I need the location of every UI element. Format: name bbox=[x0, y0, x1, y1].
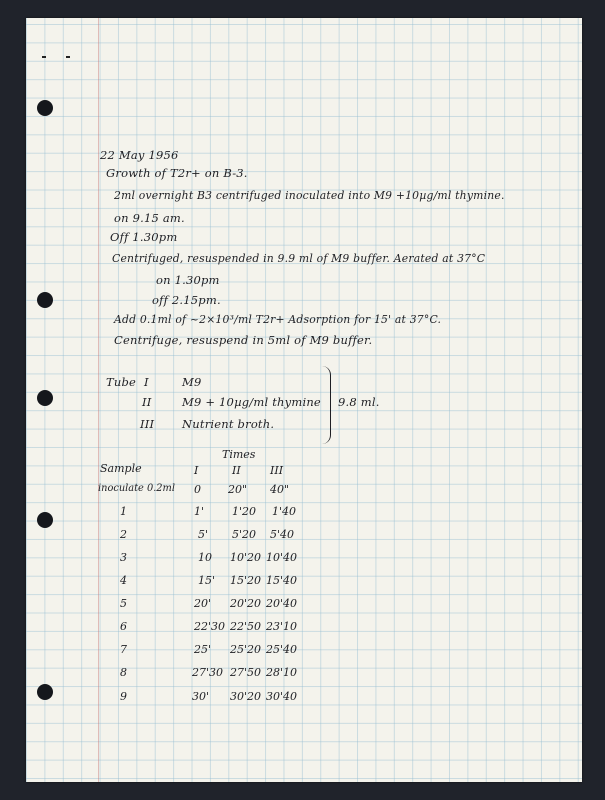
table-cell: 22'30 bbox=[194, 620, 226, 633]
notebook-page bbox=[26, 18, 582, 782]
table-sample: 7 bbox=[120, 643, 127, 656]
note-on: on 9.15 am. bbox=[114, 211, 185, 225]
tube-number: I bbox=[144, 375, 149, 389]
table-cell: 30' bbox=[192, 690, 210, 703]
note-off: Off 1.30pm bbox=[110, 230, 178, 244]
table-cell: 20'20 bbox=[230, 597, 262, 610]
table-cell: 28'10 bbox=[266, 666, 298, 679]
table-col-header: II bbox=[232, 464, 241, 477]
tube-volume: 9.8 ml. bbox=[338, 395, 380, 409]
table-cell: 1' bbox=[194, 505, 205, 518]
table-cell: 30'20 bbox=[230, 690, 262, 703]
table-cell: 1'20 bbox=[232, 505, 257, 518]
table-cell: 40" bbox=[270, 483, 290, 496]
table-cell: 20' bbox=[194, 597, 212, 610]
punch-hole bbox=[37, 292, 53, 308]
margin-line bbox=[98, 18, 99, 782]
note-add-phage: Add 0.1ml of ~2×10³/ml T2r+ Adsorption for 15' at 37°C. bbox=[114, 313, 442, 326]
table-col-header: III bbox=[270, 464, 284, 477]
table-cell: 25' bbox=[194, 643, 212, 656]
table-sample: 1 bbox=[120, 505, 127, 518]
table-inoculate-label: inoculate 0.2ml bbox=[98, 483, 175, 494]
table-cell: 22'50 bbox=[230, 620, 262, 633]
table-cell: 15'20 bbox=[230, 574, 262, 587]
ink-mark bbox=[42, 56, 46, 58]
table-cell: 15' bbox=[198, 574, 216, 587]
table-sample: 8 bbox=[120, 666, 127, 679]
table-cell: 5' bbox=[198, 528, 209, 541]
table-cell: 20" bbox=[228, 483, 248, 496]
tube-brace bbox=[322, 366, 331, 444]
table-sample: 3 bbox=[120, 551, 127, 564]
table-cell: 25'20 bbox=[230, 643, 262, 656]
table-cell: 5'40 bbox=[270, 528, 295, 541]
table-cell: 20'40 bbox=[266, 597, 298, 610]
note-centrifuge-2: Centrifuge, resuspend in 5ml of M9 buffer. bbox=[114, 333, 373, 347]
table-sample: 2 bbox=[120, 528, 127, 541]
table-cell: 25'40 bbox=[266, 643, 298, 656]
punch-hole bbox=[37, 684, 53, 700]
table-sample: 5 bbox=[120, 597, 127, 610]
tube-number: II bbox=[142, 395, 152, 409]
tube-medium: M9 + 10µg/ml thymine bbox=[182, 395, 321, 409]
table-sample: 6 bbox=[120, 620, 127, 633]
table-cell: 27'30 bbox=[192, 666, 224, 679]
punch-hole bbox=[37, 390, 53, 406]
tube-medium: M9 bbox=[182, 375, 202, 389]
table-cell: 1'40 bbox=[272, 505, 297, 518]
note-overnight: 2ml overnight B3 centrifuged inoculated into M9 +10µg/ml thymine. bbox=[114, 189, 505, 202]
table-sample-label: Sample bbox=[100, 462, 142, 475]
ink-mark bbox=[66, 56, 70, 58]
note-growth: Growth of T2r+ on B-3. bbox=[106, 166, 248, 180]
table-sample: 9 bbox=[120, 690, 127, 703]
table-sample: 4 bbox=[120, 574, 127, 587]
table-cell: 30'40 bbox=[266, 690, 298, 703]
table-cell: 5'20 bbox=[232, 528, 257, 541]
table-cell: 0 bbox=[194, 483, 201, 496]
table-times-label: Times bbox=[222, 448, 256, 461]
tube-label: Tube bbox=[106, 375, 137, 389]
table-cell: 10 bbox=[198, 551, 212, 564]
table-cell: 10'40 bbox=[266, 551, 298, 564]
note-on-2: on 1.30pm bbox=[156, 273, 220, 287]
note-date: 22 May 1956 bbox=[100, 148, 179, 162]
punch-hole bbox=[37, 100, 53, 116]
tube-medium: Nutrient broth. bbox=[182, 417, 275, 431]
punch-hole bbox=[37, 512, 53, 528]
table-col-header: I bbox=[194, 464, 199, 477]
table-cell: 27'50 bbox=[230, 666, 262, 679]
table-cell: 10'20 bbox=[230, 551, 262, 564]
note-off-2: off 2.15pm. bbox=[152, 293, 221, 307]
table-cell: 15'40 bbox=[266, 574, 298, 587]
tube-number: III bbox=[140, 417, 155, 431]
table-cell: 23'10 bbox=[266, 620, 298, 633]
note-centrifuged: Centrifuged, resuspended in 9.9 ml of M9 buffer. Aerated at 37°C bbox=[112, 252, 486, 265]
